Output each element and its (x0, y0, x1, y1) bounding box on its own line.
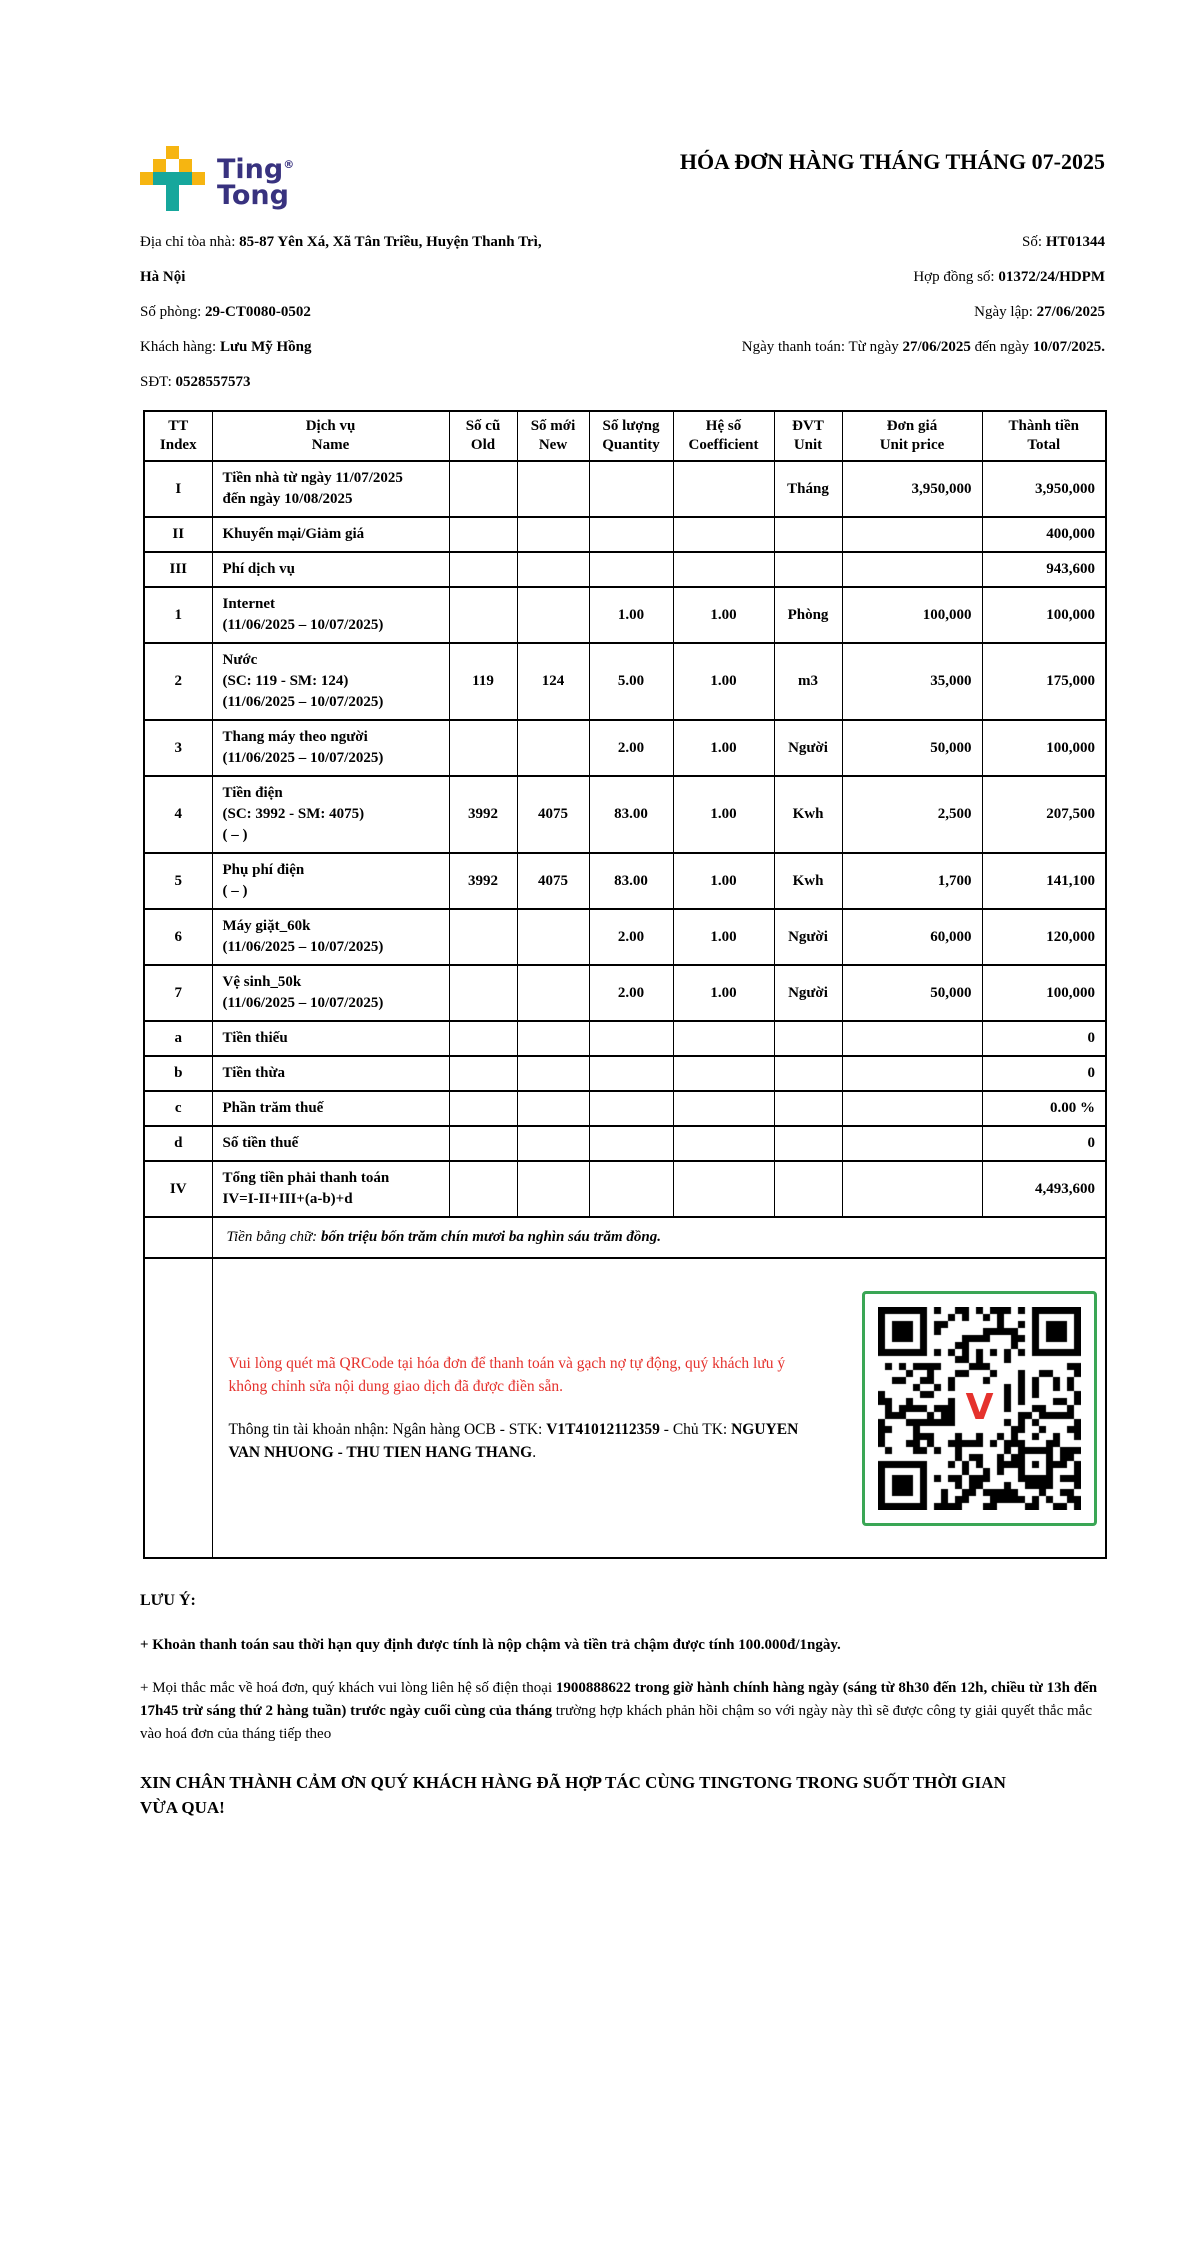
cell-unit (774, 1021, 842, 1056)
cell-old (449, 517, 517, 552)
table-row (144, 1126, 1106, 1161)
info-line: Khách hàng: Lưu Mỹ Hồng (140, 339, 312, 355)
cell-tt: b (144, 1056, 212, 1091)
cell-name: Vệ sinh_50k (11/06/2025 – 10/07/2025) (212, 965, 449, 1021)
cell-total: 175,000 (982, 643, 1106, 720)
table-row (144, 853, 1106, 909)
cell-coef (673, 1056, 774, 1091)
cell-old (449, 461, 517, 517)
column-header: Thành tiền Total (982, 411, 1106, 461)
cell-qty (589, 517, 673, 552)
cell-unit: Người (774, 965, 842, 1021)
cell-qty: 2.00 (589, 909, 673, 965)
cell-coef: 1.00 (673, 587, 774, 643)
cell-old (449, 1161, 517, 1217)
cell-new: 4075 (517, 776, 589, 853)
cell-qty (589, 1056, 673, 1091)
amount-in-words-cell: Tiền bằng chữ: bốn triệu bốn trăm chín mươi ba nghìn sáu trăm đồng. (212, 1217, 1106, 1258)
cell-name: Tiền nhà từ ngày 11/07/2025 đến ngày 10/08/2025 (212, 461, 449, 517)
column-header: Số cũ Old (449, 411, 517, 461)
invoice-header (140, 146, 1105, 211)
cell-total: 100,000 (982, 587, 1106, 643)
table-header-row (144, 411, 1106, 461)
cell-price (842, 1091, 982, 1126)
cell-price (842, 552, 982, 587)
info-line: Ngày lập: 27/06/2025 (974, 304, 1105, 320)
cell-qty: 2.00 (589, 720, 673, 776)
cell-unit (774, 1056, 842, 1091)
cell-old (449, 1056, 517, 1091)
cell-tt: II (144, 517, 212, 552)
table-row (144, 1161, 1106, 1217)
cell-old (449, 1126, 517, 1161)
cell-qty (589, 461, 673, 517)
cell-old (449, 909, 517, 965)
qr-payment-notice: Vui lòng quét mã QRCode tại hóa đơn để thanh toán và gạch nợ tự động, quý khách lưu ý không chỉnh sửa nội dung giao dịch đã được điền sẵn. (228, 1355, 786, 1395)
cell-total: 0.00 % (982, 1091, 1106, 1126)
cell-price (842, 517, 982, 552)
cell-price (842, 1021, 982, 1056)
cell-name: Phần trăm thuế (212, 1091, 449, 1126)
registered-mark: ® (283, 158, 295, 171)
cell-coef: 1.00 (673, 776, 774, 853)
cell-coef (673, 1126, 774, 1161)
cell-coef: 1.00 (673, 853, 774, 909)
cell-name: Khuyến mại/Giảm giá (212, 517, 449, 552)
table-row (144, 720, 1106, 776)
cell-new (517, 909, 589, 965)
cell-total: 120,000 (982, 909, 1106, 965)
cell-old: 119 (449, 643, 517, 720)
qr-center-logo: V (957, 1385, 1003, 1431)
cell-name: Tiền thừa (212, 1056, 449, 1091)
customer-info (140, 225, 542, 400)
cell-total: 141,100 (982, 853, 1106, 909)
cell-unit: m3 (774, 643, 842, 720)
column-header: Số mới New (517, 411, 589, 461)
cell-new (517, 1056, 589, 1091)
cell-new (517, 1091, 589, 1126)
cell-tt: d (144, 1126, 212, 1161)
invoice-info (140, 225, 1105, 400)
payment-row (144, 1258, 1106, 1558)
cell-total: 0 (982, 1021, 1106, 1056)
cell-price: 50,000 (842, 965, 982, 1021)
cell-old (449, 720, 517, 776)
cell-qty (589, 1091, 673, 1126)
cell-coef (673, 552, 774, 587)
cell-new (517, 461, 589, 517)
cell-qty (589, 1021, 673, 1056)
cell-new (517, 965, 589, 1021)
cell-price (842, 1056, 982, 1091)
info-line: SĐT: 0528557573 (140, 374, 251, 390)
invoice-meta (742, 225, 1105, 400)
info-line: Số: HT01344 (1022, 234, 1105, 250)
cell-total: 100,000 (982, 720, 1106, 776)
cell-qty: 5.00 (589, 643, 673, 720)
cell-tt (144, 1217, 212, 1258)
info-line: Ngày thanh toán: Từ ngày 27/06/2025 đến ngày 10/07/2025. (741, 339, 1105, 355)
table-row (144, 1056, 1106, 1091)
cell-old (449, 1021, 517, 1056)
cell-price: 35,000 (842, 643, 982, 720)
cell-total: 3,950,000 (982, 461, 1106, 517)
cell-tt: 1 (144, 587, 212, 643)
cell-tt: III (144, 552, 212, 587)
cell-price (842, 1161, 982, 1217)
column-header: TT Index (144, 411, 212, 461)
table-row (144, 461, 1106, 517)
bank-account-info: Thông tin tài khoản nhận: Ngân hàng OCB - STK: V1T41012112359 - Chủ TK: NGUYEN VAN NHUONG - THU TIEN HANG THANG. (228, 1421, 799, 1461)
cell-tt: c (144, 1091, 212, 1126)
cell-tt: a (144, 1021, 212, 1056)
cell-unit: Tháng (774, 461, 842, 517)
cell-tt (144, 1258, 212, 1558)
cell-name: Tổng tiền phải thanh toán IV=I-II+III+(a-b)+d (212, 1161, 449, 1217)
info-line: Hợp đồng số: 01372/24/HDPM (913, 269, 1105, 285)
cell-name: Internet (11/06/2025 – 10/07/2025) (212, 587, 449, 643)
cell-tt: 3 (144, 720, 212, 776)
cell-unit (774, 1161, 842, 1217)
payment-cell (212, 1258, 1106, 1558)
cell-total: 100,000 (982, 965, 1106, 1021)
cell-unit (774, 1091, 842, 1126)
late-payment-note: + Khoản thanh toán sau thời hạn quy định được tính là nộp chậm và tiền trả chậm được tính 100.000đ/1ngày. (140, 1637, 841, 1653)
amount-in-words-row (144, 1217, 1106, 1258)
tingtong-logo (140, 146, 294, 211)
cell-price: 3,950,000 (842, 461, 982, 517)
cell-price: 60,000 (842, 909, 982, 965)
cell-new: 124 (517, 643, 589, 720)
cell-total: 943,600 (982, 552, 1106, 587)
table-row (144, 909, 1106, 965)
tingtong-logo-text: Ting® Tong (217, 154, 295, 211)
cell-new (517, 720, 589, 776)
cell-old: 3992 (449, 776, 517, 853)
cell-new (517, 1126, 589, 1161)
cell-old (449, 965, 517, 1021)
column-header: Đơn giá Unit price (842, 411, 982, 461)
cell-tt: 7 (144, 965, 212, 1021)
cell-coef (673, 1161, 774, 1217)
cell-name: Máy giặt_60k (11/06/2025 – 10/07/2025) (212, 909, 449, 965)
cell-unit (774, 1126, 842, 1161)
cell-price: 100,000 (842, 587, 982, 643)
cell-price: 2,500 (842, 776, 982, 853)
cell-coef: 1.00 (673, 909, 774, 965)
cell-tt: I (144, 461, 212, 517)
hotline-note: + Mọi thắc mắc về hoá đơn, quý khách vui lòng liên hệ số điện thoại 1900888622 trong giờ hành chính hàng ngày (sáng từ 8h30 đến 12h, chiều từ 13h đến 17h45 trừ sáng thứ 2 hàng tuần) trước ngày cuối cùng của tháng trường hợp khách phản hồi chậm so với ngày này thì sẽ được công ty giải quyết thắc mắc vào hoá đơn của tháng tiếp theo (140, 1680, 1098, 1742)
cell-new (517, 1021, 589, 1056)
cell-total: 207,500 (982, 776, 1106, 853)
cell-price (842, 1126, 982, 1161)
cell-name: Phí dịch vụ (212, 552, 449, 587)
qr-code (862, 1291, 1097, 1526)
table-row (144, 1091, 1106, 1126)
cell-new: 4075 (517, 853, 589, 909)
cell-price: 50,000 (842, 720, 982, 776)
cell-unit (774, 517, 842, 552)
table-row (144, 552, 1106, 587)
cell-name: Phụ phí điện ( – ) (212, 853, 449, 909)
cell-name: Thang máy theo người (11/06/2025 – 10/07/2025) (212, 720, 449, 776)
cell-total: 4,493,600 (982, 1161, 1106, 1217)
payment-instructions (221, 1352, 821, 1464)
cell-tt: 4 (144, 776, 212, 853)
column-header: ĐVT Unit (774, 411, 842, 461)
cell-unit: Kwh (774, 853, 842, 909)
cell-qty: 83.00 (589, 776, 673, 853)
cell-price: 1,700 (842, 853, 982, 909)
cell-unit: Kwh (774, 776, 842, 853)
cell-new (517, 1161, 589, 1217)
column-header: Số lượng Quantity (589, 411, 673, 461)
cell-unit: Người (774, 720, 842, 776)
cell-coef: 1.00 (673, 643, 774, 720)
thank-you-message: XIN CHÂN THÀNH CẢM ƠN QUÝ KHÁCH HÀNG ĐÃ HỢP TÁC CÙNG TINGTONG TRONG SUỐT THỜI GIAN VỪA QUA! (140, 1773, 1006, 1817)
info-line: Số phòng: 29-CT0080-0502 (140, 304, 311, 320)
cell-coef: 1.00 (673, 720, 774, 776)
cell-coef (673, 1021, 774, 1056)
column-header: Hệ số Coefficient (673, 411, 774, 461)
table-row (144, 587, 1106, 643)
cell-qty: 83.00 (589, 853, 673, 909)
cell-unit: Người (774, 909, 842, 965)
invoice-table (143, 410, 1107, 1559)
notes-heading: LƯU Ý: (140, 1592, 196, 1609)
cell-unit (774, 552, 842, 587)
table-row (144, 517, 1106, 552)
cell-name: Số tiền thuế (212, 1126, 449, 1161)
cell-coef (673, 461, 774, 517)
cell-coef: 1.00 (673, 965, 774, 1021)
cell-old (449, 552, 517, 587)
cell-tt: 5 (144, 853, 212, 909)
cell-total: 0 (982, 1056, 1106, 1091)
table-row (144, 1021, 1106, 1056)
footer-notes (140, 1589, 1105, 1820)
cell-name: Nước (SC: 119 - SM: 124) (11/06/2025 – 10/07/2025) (212, 643, 449, 720)
cell-unit: Phòng (774, 587, 842, 643)
cell-name: Tiền điện (SC: 3992 - SM: 4075) ( – ) (212, 776, 449, 853)
cell-tt: 6 (144, 909, 212, 965)
cell-qty (589, 1126, 673, 1161)
table-row (144, 965, 1106, 1021)
cell-old (449, 587, 517, 643)
invoice-title: HÓA ĐƠN HÀNG THÁNG THÁNG 07-2025 (679, 149, 1105, 174)
cell-old: 3992 (449, 853, 517, 909)
cell-new (517, 552, 589, 587)
cell-tt: 2 (144, 643, 212, 720)
cell-qty (589, 1161, 673, 1217)
cell-tt: IV (144, 1161, 212, 1217)
cell-total: 400,000 (982, 517, 1106, 552)
cell-coef (673, 1091, 774, 1126)
tingtong-logo-icon (140, 146, 205, 211)
column-header: Dịch vụ Name (212, 411, 449, 461)
cell-coef (673, 517, 774, 552)
cell-qty: 1.00 (589, 587, 673, 643)
table-row (144, 643, 1106, 720)
table-row (144, 776, 1106, 853)
cell-new (517, 587, 589, 643)
cell-name: Tiền thiếu (212, 1021, 449, 1056)
cell-new (517, 517, 589, 552)
cell-total: 0 (982, 1126, 1106, 1161)
cell-old (449, 1091, 517, 1126)
info-line: Địa chỉ tòa nhà: 85-87 Yên Xá, Xã Tân Triều, Huyện Thanh Trì, (140, 234, 542, 250)
cell-qty (589, 552, 673, 587)
cell-qty: 2.00 (589, 965, 673, 1021)
info-line: Hà Nội (140, 269, 186, 285)
